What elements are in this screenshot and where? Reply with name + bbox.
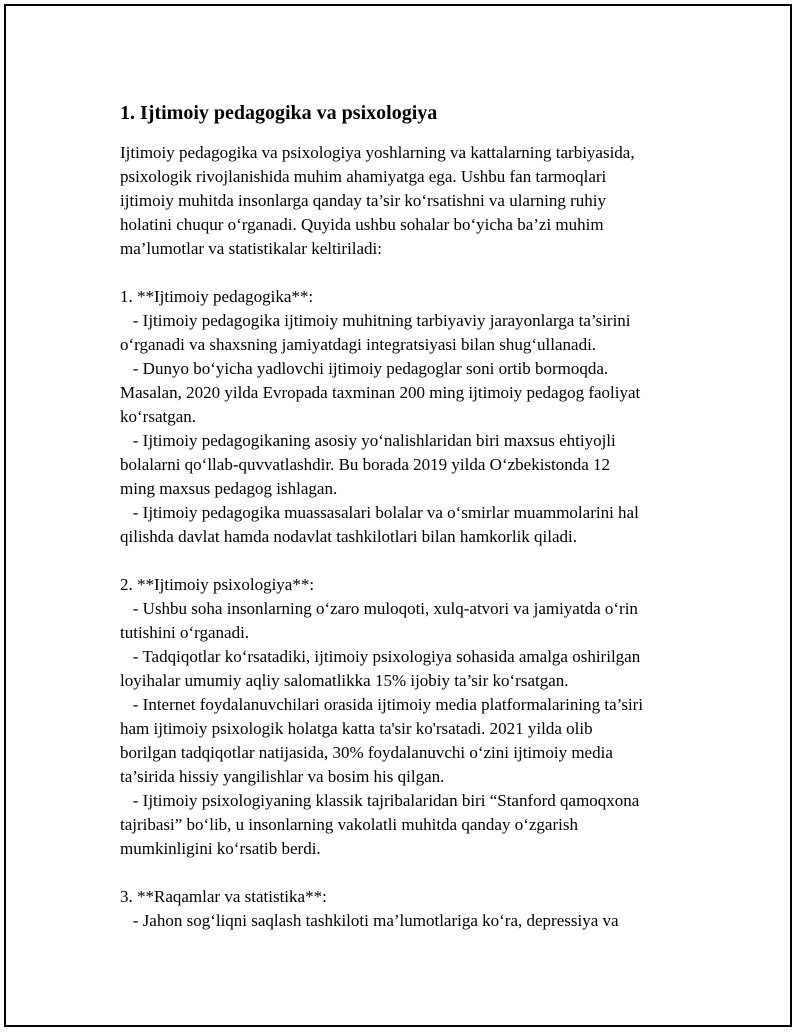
document-content (120, 90, 690, 933)
document-title: 1. Ijtimoiy pedagogika va psixologiya (120, 102, 438, 124)
document-page (4, 4, 792, 1027)
document-body: Ijtimoiy pedagogika va psixologiya yoshlarning va kattalarning tarbiyasida, psixologik rivojlanishida muhim ahamiyatga ega. Ushbu fan tarmoqlari ijtimoiy muhitda insonlarga qanday ta’sir ko‘rsatishni va ularning ruhiy holatini chuqur o‘rganadi. Quyida ushbu sohalar bo‘yicha ba’zi muhim ma’lumotlar va statistikalar keltiriladi: 1. **Ijtimoiy pedagogika**: - Ijtimoiy pedagogika ijtimoiy muhitning tarbiyaviy jarayonlarga ta’sirini o‘rganadi va shaxsning jamiyatdagi integratsiyasi bilan shug‘ullanadi. - Dunyo bo‘yicha yadlovchi ijtimoiy pedagoglar soni ortib bormoqda. Masalan, 2020 yilda Evropada taxminan 200 ming ijtimoiy pedagog faoliyat ko‘rsatgan. - Ijtimoiy pedagogikaning asosiy yo‘nalishlaridan biri maxsus ehtiyojli bolalarni qo‘llab-quvvatlashdir. Bu borada 2019 yilda O‘zbekistonda 12 ming maxsus pedagog ishlagan. - Ijtimoiy pedagogika muassasalari bolalar va o‘smirlar muammolarini hal qilishda davlat hamda nodavlat tashkilotlari bilan hamkorlik qiladi. 2. **Ijtimoiy psixologiya**: - Ushbu soha insonlarning o‘zaro muloqoti, xulq-atvori va jamiyatda o‘rin tutishini o‘rganadi. - Tadqiqotlar ko‘rsatadiki, ijtimoiy psixologiya sohasida amalga oshirilgan loyihalar umumiy aqliy salomatlikka 15% ijobiy ta’sir ko‘rsatgan. - Internet foydalanuvchilari orasida ijtimoiy media platformalarining ta’siri ham ijtimoiy psixologik holatga katta ta'sir ko'rsatadi. 2021 yilda olib borilgan tadqiqotlar natijasida, 30% foydalanuvchi o‘zini ijtimoiy media ta’sirida hissiy yangilishlar va bosim his qilgan. - Ijtimoiy psixologiyaning klassik tajribalaridan biri “Stanford qamoqxona tajribasi” bo‘lib, u insonlarning vakolatli muhitda qanday o‘zgarish mumkinligini ko‘rsatib berdi. 3. **Raqamlar va statistika**: - Jahon sog‘liqni saqlash tashkiloti ma’lumotlariga ko‘ra, depressiya va (120, 143, 644, 930)
